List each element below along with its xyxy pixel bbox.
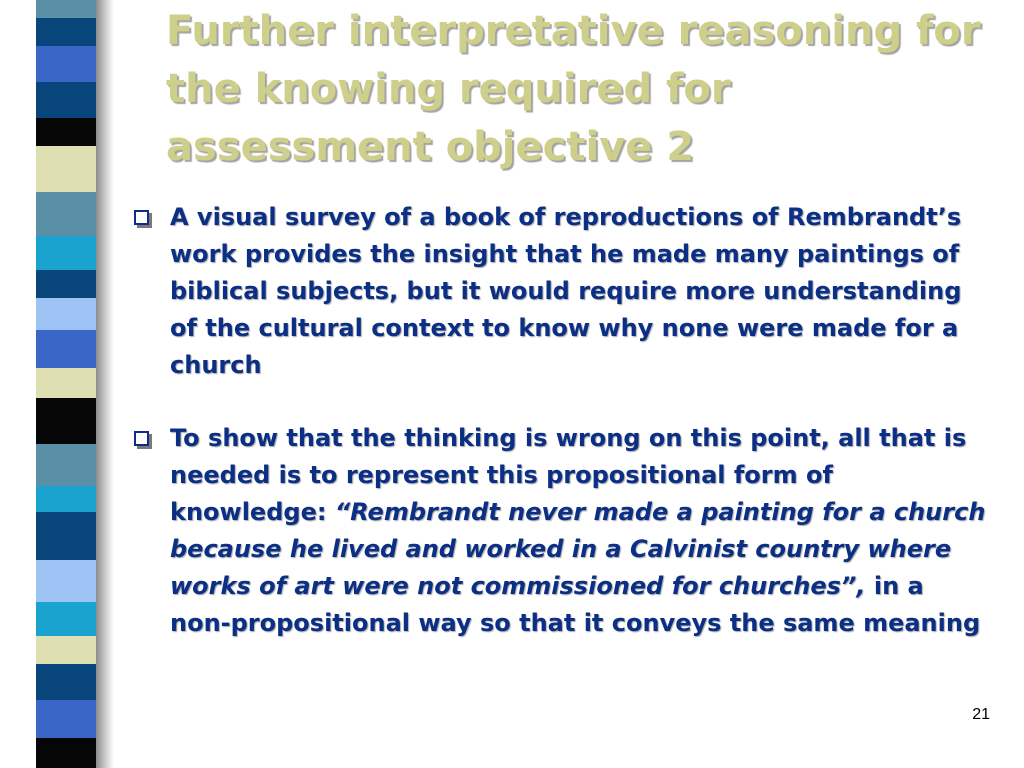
strip-block — [36, 192, 96, 236]
strip-block — [36, 398, 96, 444]
strip-block — [36, 636, 96, 664]
bullet-item — [132, 420, 992, 642]
strip-block — [36, 512, 96, 560]
page-number: 21 — [972, 706, 990, 723]
strip-block — [36, 298, 96, 330]
strip-block — [36, 444, 96, 486]
strip-block — [36, 664, 96, 700]
bullet-item — [132, 199, 992, 384]
strip-block — [36, 0, 96, 18]
strip-block — [36, 330, 96, 368]
strip-block — [36, 700, 96, 738]
strip-block — [36, 560, 96, 602]
strip-block — [36, 18, 96, 46]
strip-block — [36, 46, 96, 82]
decorative-color-strip — [36, 0, 96, 768]
hollow-square-icon — [134, 210, 149, 225]
strip-block — [36, 146, 96, 192]
strip-block — [36, 270, 96, 298]
strip-block — [36, 118, 96, 146]
slide-title: Further interpretative reasoning for the knowing required for assessment objective 2 — [166, 8, 981, 170]
strip-block — [36, 368, 96, 398]
bullet-text-end: in a non-propositional way so that it conveys the same meaning — [170, 572, 981, 637]
bullet-text: A visual survey of a book of reproductions of Rembrandt’s work provides the insight that he made many paintings of biblical subjects, but it would require more understanding of the cultural context to know why none were made for a church — [170, 203, 962, 379]
strip-shadow — [96, 0, 114, 768]
bullet-text: To show that the thinking is wrong on this point, all that is needed is to represent this propositional form of knowledge: — [170, 424, 967, 526]
strip-block — [36, 236, 96, 270]
strip-block — [36, 486, 96, 512]
bullet-quote: “Rembrandt never made a painting for a church because he lived and worked in a Calvinist country where works of art were not commissioned for churches”, — [170, 498, 986, 600]
bullet-list — [132, 199, 992, 642]
strip-block — [36, 738, 96, 768]
strip-block — [36, 602, 96, 636]
hollow-square-icon — [134, 431, 149, 446]
strip-block — [36, 82, 96, 118]
